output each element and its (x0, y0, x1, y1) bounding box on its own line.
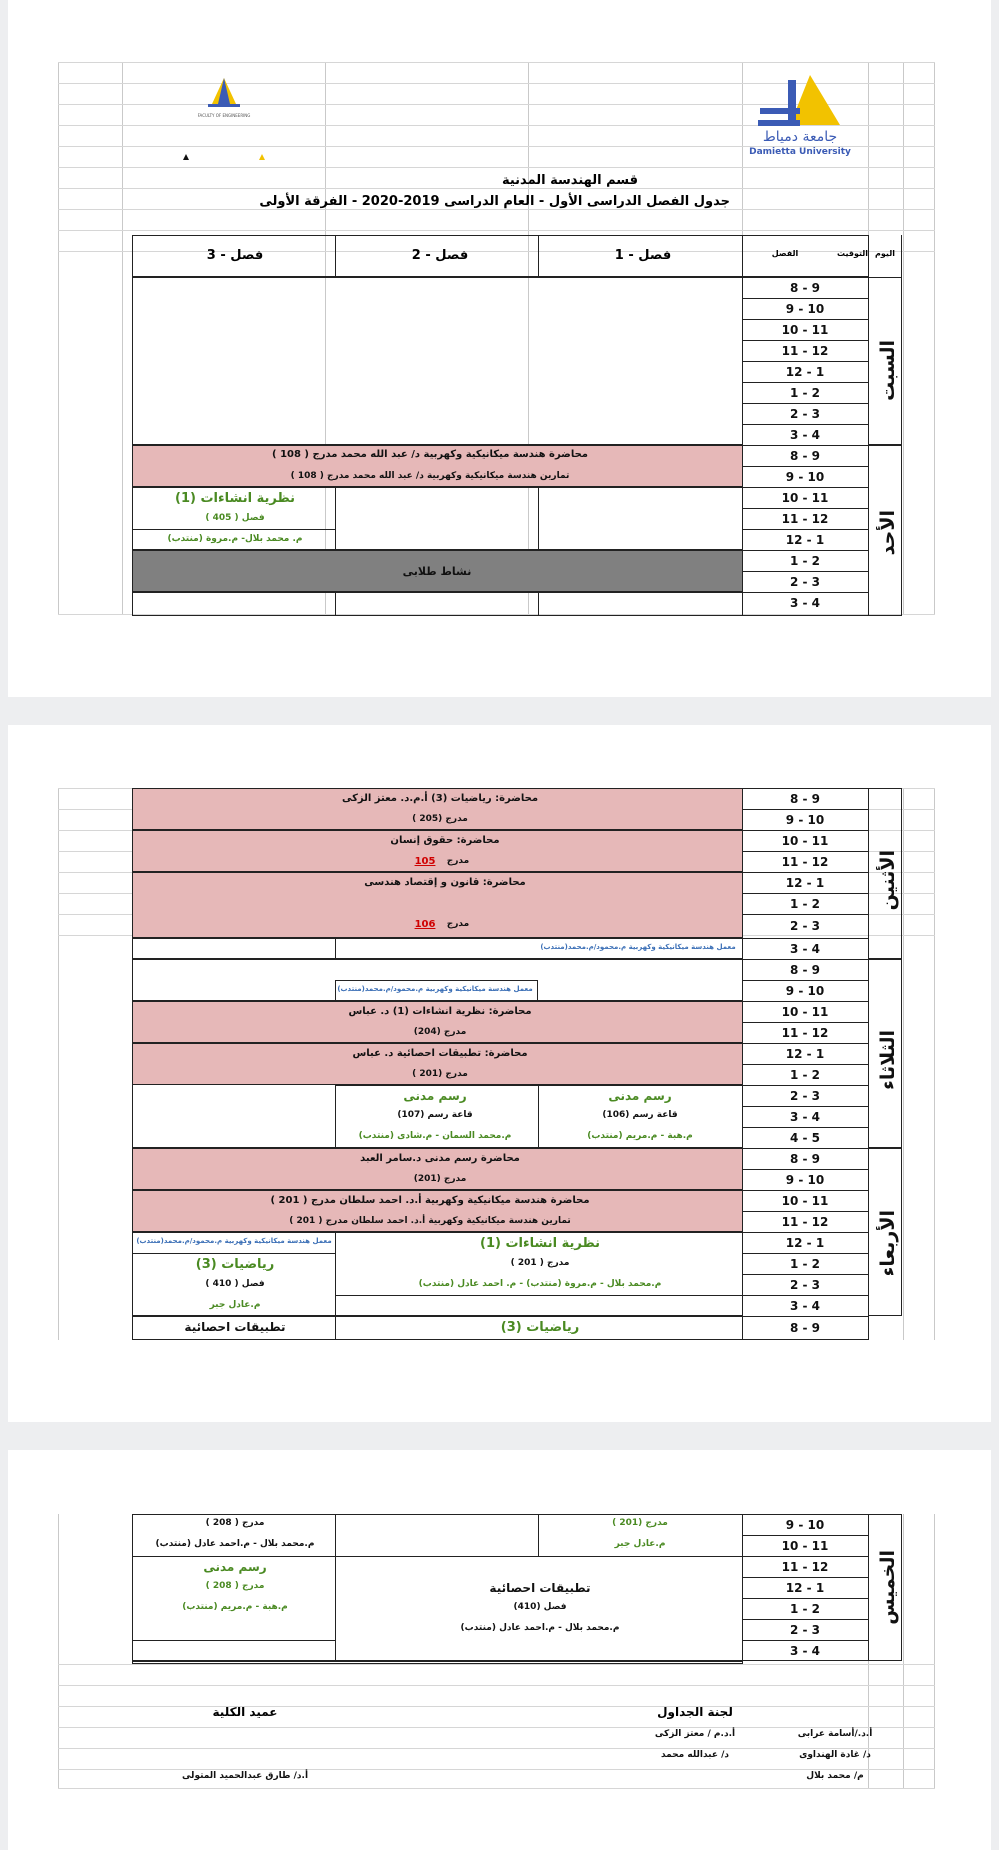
monday-hall-105: 105 (414, 856, 436, 867)
slot: 11 - 12 (781, 512, 829, 526)
thursday-hall-208b: مدرج ( 208 ) (205, 1581, 265, 1591)
slot: 12 - 1 (785, 1581, 825, 1595)
tuesday-hall-204: مدرج (204) (413, 1027, 467, 1037)
sunday-last-row (132, 592, 743, 616)
sunday-activity: نشاط طلابى (402, 565, 472, 578)
slot: 1 - 2 (789, 897, 821, 911)
day-thursday: الخميس (877, 1550, 899, 1625)
thursday-hall-201: مدرج (201 ) (612, 1518, 668, 1528)
tuesday-room-106: قاعة رسم (106) (602, 1110, 678, 1120)
day-monday: الأثنين (877, 850, 899, 911)
slot: 1 - 2 (789, 1068, 821, 1082)
wednesday-class-410: فصل ( 410 ) (205, 1279, 265, 1289)
header-time: التوقيت (837, 249, 868, 258)
tuesday-lab: معمل هندسة ميكانيكية وكهربية م.محمود/م.محمد(منتدب) (337, 985, 533, 993)
slot: 9 - 10 (785, 470, 825, 484)
tuesday-hall-201: مدرج (201 ) (412, 1069, 468, 1079)
slot: 9 - 10 (785, 1173, 825, 1187)
faculty-name-en: FACULTY OF ENGINEERING (197, 113, 251, 118)
monday-hall-106: 106 (414, 919, 436, 930)
wednesday-hall-201b: مدرج ( 201 ) (510, 1258, 570, 1268)
slot: 9 - 10 (785, 984, 825, 998)
sunday-construction-theory: نظرية انشاءات (1) (174, 491, 295, 506)
committee-member-2: أ.د.م / معتز الزكى (654, 1729, 736, 1739)
header-class: الفصل (771, 249, 799, 258)
thursday-hall-208: مدرج ( 208 ) (205, 1518, 265, 1528)
wednesday-construction-theory: نظرية انشاءات (1) (479, 1236, 600, 1251)
dean-title: عميد الكلية (212, 1705, 278, 1719)
slot: 10 - 11 (781, 1194, 829, 1208)
thursday-civil-drawing: رسم مدنى (203, 1560, 267, 1574)
day-wednesday: الأربعاء (877, 1210, 899, 1277)
slot: 9 - 10 (785, 302, 825, 316)
slot: 2 - 3 (789, 407, 821, 421)
slot: 8 - 9 (789, 963, 821, 977)
university-name-ar: جامعة دمياط (762, 129, 838, 145)
tuesday-civil-drawing-2: رسم مدنى (403, 1089, 467, 1103)
committee-member-3: د/ غادة الهنداوى (799, 1750, 871, 1760)
day-tuesday: الثلاثاء (877, 1030, 899, 1090)
tuesday-staff-107: م.محمد السمان - م.شادى (منتدب) (358, 1131, 512, 1141)
wednesday-mech-lecture: محاضرة هندسة ميكانيكية وكهربية أ.د. احمد سلطان مدرج ( 201 ) (270, 1195, 590, 1206)
committee-member-1: أ.د./أسامة عرابى (797, 1729, 873, 1739)
wednesday-staff-201: م.محمد بلال - م.مروة (منتدب) - م. احمد عادل (منتدب) (418, 1279, 662, 1289)
wednesday-staff-410: م.عادل جبر (209, 1300, 261, 1310)
monday-human-rights: محاضرة: حقوق إنسان (390, 835, 500, 846)
department-title: قسم الهندسة المدنية (501, 173, 639, 188)
wednesday-hall-201: مدرج (201) (413, 1174, 467, 1184)
slot: 8 - 9 (789, 1152, 821, 1166)
header-class-2: فصل - 2 (411, 248, 469, 263)
university-logo (740, 70, 860, 165)
slot: 10 - 11 (781, 1539, 829, 1553)
thursday-staff-208b: م.هبة - م.مريم (منتدب) (182, 1602, 288, 1612)
committee-member-4: د/ عبدالله محمد (660, 1750, 730, 1760)
wednesday-next-stats: تطبيقات احصائية (184, 1320, 286, 1334)
slot: 11 - 12 (781, 1215, 829, 1229)
slot: 12 - 1 (785, 533, 825, 547)
slot: 12 - 1 (785, 365, 825, 379)
thursday-stats: تطبيقات احصائية (489, 1581, 591, 1595)
thursday-staff-410: م.محمد بلال - م.احمد عادل (منتدب) (460, 1623, 620, 1633)
tuesday-room-107: قاعة رسم (107) (397, 1110, 473, 1120)
slot: 10 - 11 (781, 491, 829, 505)
tuesday-stats-lecture: محاضرة: تطبيقات احصائية د. عباس (352, 1048, 528, 1059)
slot: 2 - 3 (789, 1089, 821, 1103)
slot: 10 - 11 (781, 323, 829, 337)
university-name-en: Damietta University (749, 147, 851, 157)
slot: 1 - 2 (789, 386, 821, 400)
thursday-class-410: فصل (410) (513, 1602, 567, 1612)
slot: 9 - 10 (785, 1518, 825, 1532)
monday-math-lecture: محاضرة: رياضيات (3) أ.م.د. معتز الزكى (341, 793, 539, 804)
header-class-3: فصل - 3 (206, 248, 264, 263)
slot: 2 - 3 (789, 575, 821, 589)
slot: 3 - 4 (789, 428, 821, 442)
schedule-title: جدول الفصل الدراسى الأول - العام الدراسى 2019-2020 - الفرقة الأولى (259, 194, 730, 209)
wednesday-lab: معمل هندسة ميكانيكية وكهربية م.محمود/م.محمد(منتدب) (136, 1237, 332, 1245)
header-class-1: فصل - 1 (614, 248, 672, 263)
sunday-class-405: فصل ( 405 ) (205, 513, 265, 523)
sunday-mech-lecture: محاضرة هندسة ميكانيكية وكهربية د/ عبد الله محمد مدرج ( 108 ) (272, 449, 588, 460)
slot: 9 - 10 (785, 813, 825, 827)
thursday-bottom-border (132, 1661, 743, 1664)
slot: 1 - 2 (789, 554, 821, 568)
day-saturday: السبت (877, 340, 899, 401)
faculty-logo (172, 70, 276, 160)
slot: 2 - 3 (789, 1623, 821, 1637)
slot: 8 - 9 (789, 281, 821, 295)
header-day: اليوم (875, 249, 895, 258)
tuesday-staff-106: م.هبة - م.مريم (منتدب) (587, 1131, 693, 1141)
slot: 3 - 4 (789, 942, 821, 956)
slot: 8 - 9 (789, 792, 821, 806)
committee-member-5: م/ محمد بلال (806, 1771, 864, 1781)
wednesday-next-math: رياضيات (3) (500, 1320, 580, 1335)
slot: 10 - 11 (781, 1005, 829, 1019)
slot: 3 - 4 (789, 1644, 821, 1658)
committee-title: لجنة الجداول (657, 1705, 733, 1719)
slot: 10 - 11 (781, 834, 829, 848)
slot: 4 - 5 (789, 1131, 821, 1145)
tuesday-civil-drawing-1: رسم مدنى (608, 1089, 672, 1103)
monday-hall-205: مدرج (205 ) (412, 814, 468, 824)
slot: 12 - 1 (785, 876, 825, 890)
slot: 11 - 12 (781, 344, 829, 358)
slot: 1 - 2 (789, 1257, 821, 1271)
monday-hall-label-2: مدرج (446, 919, 470, 929)
monday-hall-label: مدرج (446, 856, 470, 866)
slot: 3 - 4 (789, 1299, 821, 1313)
slot: 8 - 9 (789, 1321, 821, 1335)
slot: 11 - 12 (781, 855, 829, 869)
slot: 12 - 1 (785, 1047, 825, 1061)
dean-name: أ.د/ طارق عبدالحميد المتولى (181, 1771, 309, 1781)
slot: 2 - 3 (789, 1278, 821, 1292)
tuesday-construction-lecture: محاضرة: نظرية انشاءات (1) د. عباس (348, 1006, 532, 1017)
slot: 1 - 2 (789, 1602, 821, 1616)
slot: 3 - 4 (789, 596, 821, 610)
wednesday-drawing-lecture: محاضرة رسم مدنى د.سامر العبد (360, 1153, 520, 1164)
slot: 3 - 4 (789, 1110, 821, 1124)
monday-law: محاضرة: قانون و إقتصاد هندسى (364, 877, 526, 888)
saturday-body (132, 277, 743, 445)
thursday-staff-adel: م.عادل جبر (614, 1539, 666, 1549)
sunday-mech-tutorial: تمارين هندسة ميكانيكية وكهربية د/ عبد الله محمد مدرج ( 108 ) (290, 471, 570, 481)
wednesday-math3: رياضيات (3) (195, 1257, 275, 1272)
slot: 11 - 12 (781, 1560, 829, 1574)
monday-lab: معمل هندسة ميكانيكية وكهربية م.محمود/م.محمد(منتدب) (540, 943, 736, 951)
slot: 12 - 1 (785, 1236, 825, 1250)
thursday-staff-208: م.محمد بلال - م.احمد عادل (منتدب) (155, 1539, 315, 1549)
slot: 8 - 9 (789, 449, 821, 463)
wednesday-mech-tutorial: تمارين هندسة ميكانيكية وكهربية أ.د. احمد سلطان مدرج ( 201 ) (289, 1216, 571, 1226)
day-sunday: الأحد (877, 510, 899, 556)
slot: 2 - 3 (789, 919, 821, 933)
slot: 11 - 12 (781, 1026, 829, 1040)
sunday-staff-405: م. محمد بلال- م.مروة (منتدب) (167, 534, 303, 544)
